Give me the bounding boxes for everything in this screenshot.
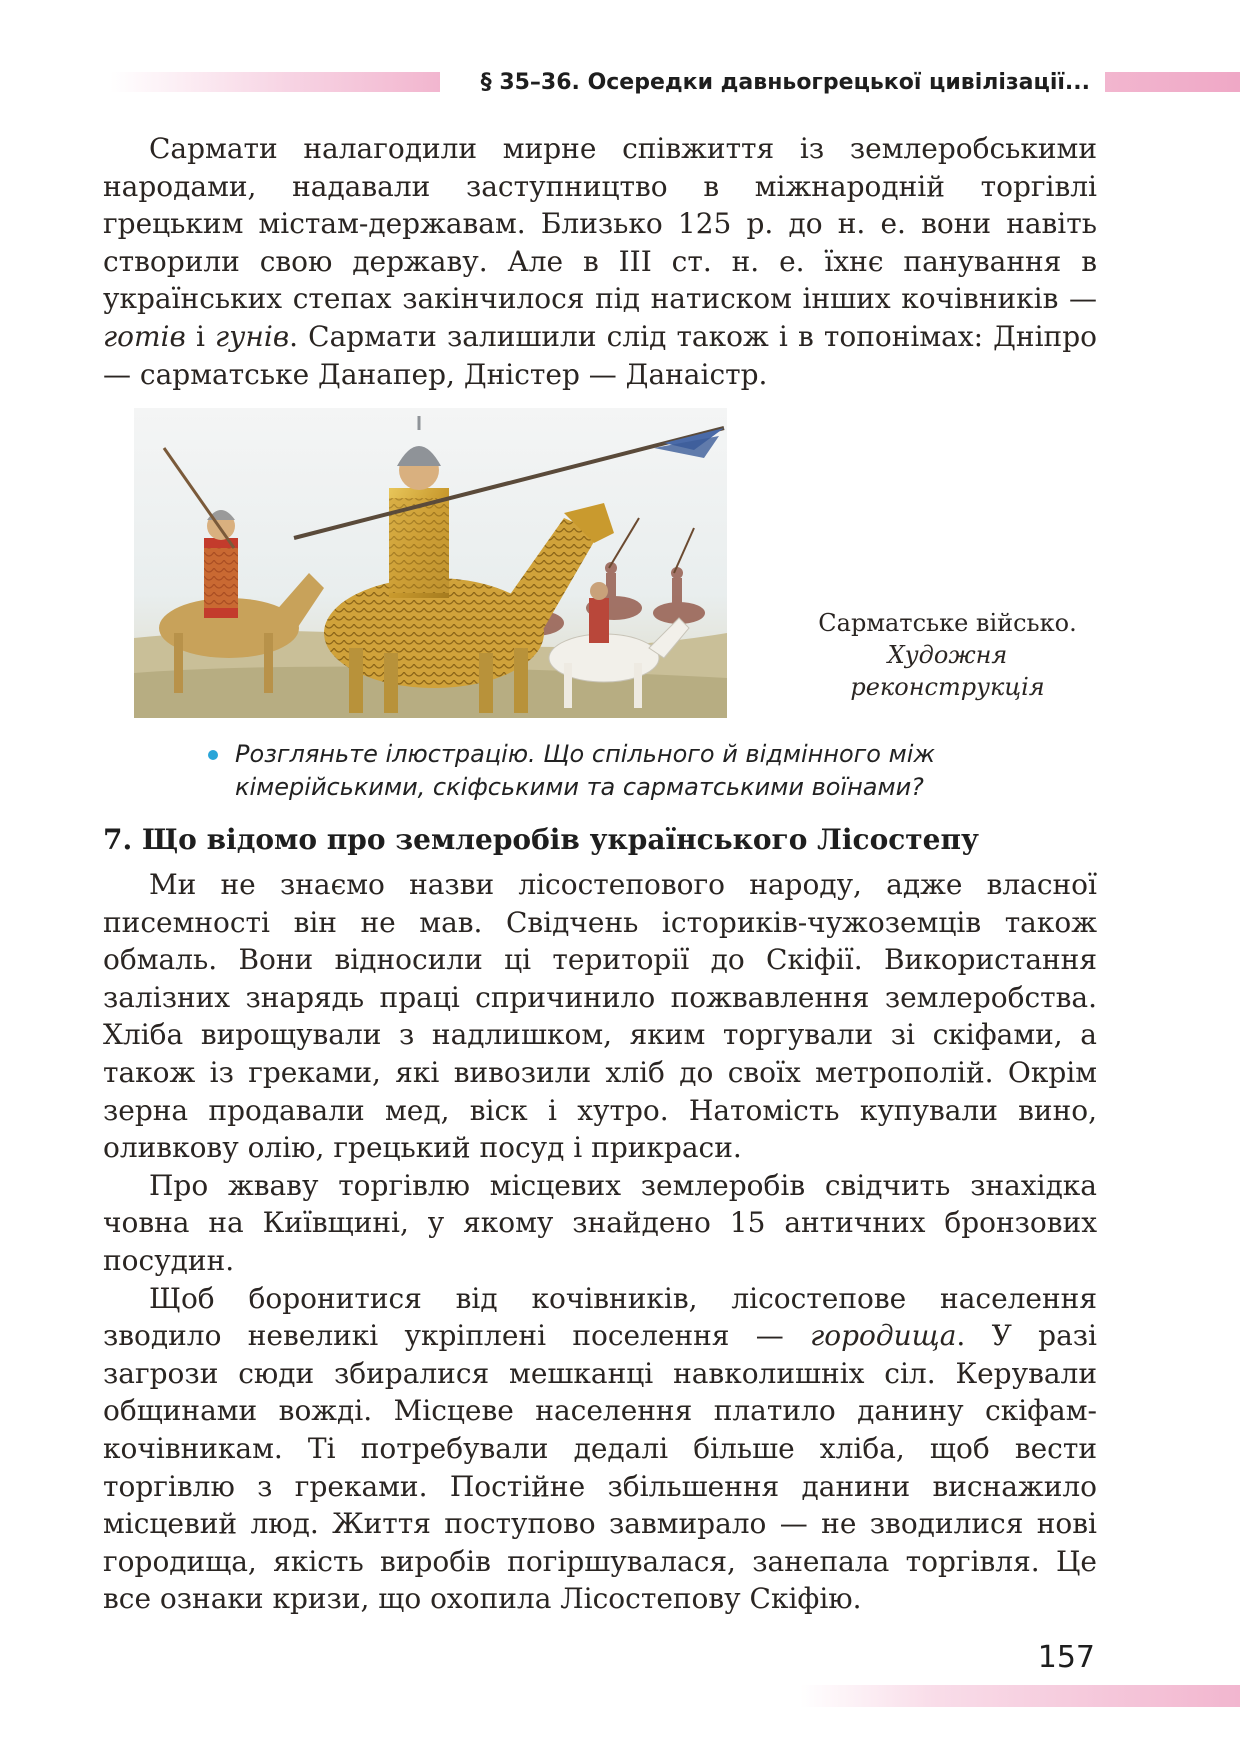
header-decor-bar-left (110, 72, 440, 92)
caption-title: Сарматське військо. (818, 609, 1077, 637)
term-gorodyshcha: городища (810, 1319, 957, 1353)
paragraph-text: Щоб боронитися від кочівників, лісостепове населення зводило невеликі укріплені поселення — (103, 1281, 1097, 1353)
paragraph-text: Сармати налагодили мирне співжиття із землеробськими народами, надавали заступництво в міжнародній торгівлі грецьким містам-державам. Близько 125 р. до н. е. вони навіть створили свою державу. Але в III ст. н. е. їхнє панування в українських степах закінчилося під натиском інших кочівників — (103, 132, 1097, 316)
running-header: § 35–36. Осередки давньогрецької цивілізації... (480, 70, 1090, 95)
paragraph-forest-steppe: Ми не знаємо назви лісостепового народу, адже власної писемності він не мав. Свідчень істориків-чужоземців також обмаль. Вони відносили ці території до Скіфії. Використання залізних знарядь праці спричинило пожвавлення землеробства. Хліба вирощували з надлишком, яким торгували зі скіфами, а також із греками, які вивозили хліб до своїх метрополій. Окрім зерна продавали мед, віск і хутро. Натомість купували вино, оливкову олію, грецький посуд і прикраси. (103, 868, 1097, 1165)
paragraph-fortifications (103, 1280, 1097, 1618)
section-heading: 7. Що відомо про землеробів українського Лісостепу (103, 823, 979, 856)
paragraph-text: . У разі загрози сюди збиралися мешканці навколишніх сіл. Керували общинами вожді. Місцеве населення платило данину скіфам-кочівникам. Ті потребували дедалі більше хліба, щоб вести торгівлю з греками. Постійне збільшення данини виснажило місцевий люд. Життя поступово завмирало — не зводилися нові городища, якість виробів погіршувалася, занепала торгівля. Це все ознаки кризи, що охопила Лісостепову Скіфію. (103, 1319, 1097, 1616)
paragraph-text: і (185, 319, 216, 353)
section-body (103, 866, 1097, 1618)
illustration-caption (795, 607, 1100, 703)
caption-subtitle: реконструкція (850, 673, 1045, 701)
header-decor-bar-right (1105, 72, 1240, 92)
term-huns: гунів (215, 319, 290, 353)
task-text: Розгляньте ілюстрацію. Що спільного й відмінного між кімерійськими, скіфськими та сарматськими воїнами? (235, 740, 935, 801)
term-goths: готів (103, 319, 186, 353)
paragraph-trade: Про жваву торгівлю місцевих землеробів свідчить знахідка човна на Київщині, у якому знайдено 15 античних бронзових посудин. (103, 1168, 1097, 1277)
footer-decor-bar (800, 1685, 1240, 1707)
paragraph-text: . Сармати залишили слід також і в топонімах: Дніпро — сарматське Данапер, Дністер — Данаістр. (103, 319, 1097, 391)
sarmatian-army-illustration (134, 408, 727, 718)
paragraph-sarmatians (103, 130, 1097, 393)
task-question (205, 738, 1105, 804)
page-number: 157 (1037, 1640, 1095, 1675)
caption-subtitle: Художня (887, 641, 1008, 669)
